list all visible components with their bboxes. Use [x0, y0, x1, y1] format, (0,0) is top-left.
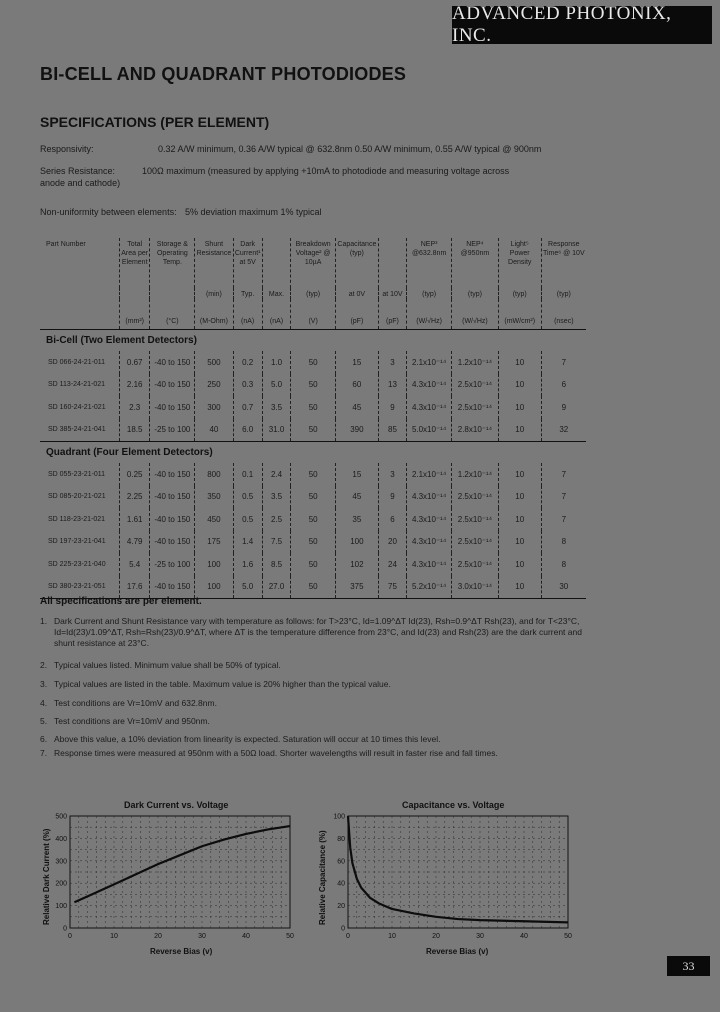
table-cell: 9 — [541, 396, 586, 419]
table-subheader-cell-12: (typ) — [541, 288, 586, 299]
x-tick-label: 20 — [432, 933, 440, 940]
table-cell: 50 — [291, 553, 336, 576]
table-header-cell-0: Part Number — [46, 241, 86, 248]
table-cell: 4.3x10⁻¹⁴ — [407, 531, 452, 554]
table-cell: 0.3 — [233, 374, 262, 397]
page-title: BI-CELL AND QUADRANT PHOTODIODES — [40, 64, 407, 84]
table-unit-cell-8: (pF) — [378, 299, 407, 329]
table-cell: 32 — [541, 419, 586, 442]
table-cell: 1.6 — [233, 553, 262, 576]
table-subheader-cell-5: Max. — [262, 288, 291, 299]
table-cell: 8.5 — [262, 553, 291, 576]
table-header-cell-11: Light⁵ Power Density — [498, 238, 541, 288]
table-cell: 2.1x10⁻¹⁴ — [407, 351, 452, 374]
spec-label: Responsivity: — [40, 144, 94, 154]
table-row — [40, 531, 586, 554]
table-cell: -25 to 100 — [150, 419, 195, 442]
x-tick-label: 50 — [286, 933, 294, 940]
table-section-header — [40, 329, 586, 351]
table-cell: 2.3 — [119, 396, 150, 419]
table-header-row — [40, 238, 586, 288]
table-header-cell-7: Capacitance (typ) — [336, 238, 379, 288]
y-tick-label: 300 — [55, 858, 67, 866]
x-tick-label: 0 — [346, 933, 350, 940]
table-cell: 2.5x10⁻¹⁴ — [452, 531, 499, 554]
table-cell: 5.0 — [262, 374, 291, 397]
table-cell: 2.25 — [119, 486, 150, 509]
table-cell: 50 — [291, 351, 336, 374]
table-subheader-cell-3: (min) — [195, 288, 233, 299]
spec-responsivity — [40, 144, 600, 156]
table-cell: 20 — [378, 531, 407, 554]
footnote-number: 3. — [40, 679, 48, 689]
table-cell: 50 — [291, 396, 336, 419]
table-cell: -40 to 150 — [150, 531, 195, 554]
table-cell: 800 — [195, 463, 233, 486]
table-cell: 250 — [195, 374, 233, 397]
footnote-number: 6. — [40, 734, 48, 744]
table-cell: 0.5 — [233, 486, 262, 509]
table-cell: 0.7 — [233, 396, 262, 419]
table-header-cell-6: Breakdown Voltage² @ 10µA — [291, 238, 336, 288]
table-cell: 5.2x10⁻¹⁴ — [407, 576, 452, 599]
table-row — [40, 374, 586, 397]
y-tick-label: 400 — [55, 835, 67, 843]
table-cell: 4.3x10⁻¹⁴ — [407, 396, 452, 419]
part-number-cell: SD 380-23-21-051 — [40, 576, 119, 599]
table-unit-cell-4: (nA) — [233, 299, 262, 329]
table-cell: 2.8x10⁻¹⁴ — [452, 419, 499, 442]
table-unit-cell-0 — [40, 299, 119, 329]
table-unit-cell-10: (W/√Hz) — [452, 299, 499, 329]
spec-label: Series Resistance: — [40, 166, 116, 176]
table-subheader-cell-4: Typ. — [233, 288, 262, 299]
table-cell: 7 — [541, 508, 586, 531]
table-cell: 175 — [195, 531, 233, 554]
table-unit-cell-7: (pF) — [336, 299, 379, 329]
table-cell: -40 to 150 — [150, 374, 195, 397]
table-cell: 50 — [291, 508, 336, 531]
part-number-cell: SD 160-24-21-021 — [48, 403, 106, 411]
table-cell: 2.5x10⁻¹⁴ — [452, 374, 499, 397]
table-cell: 100 — [336, 531, 379, 554]
table-cell: 3.0x10⁻¹⁴ — [452, 576, 499, 599]
table-subheader-cell-2 — [150, 288, 195, 299]
table-cell: 2.5x10⁻¹⁴ — [452, 486, 499, 509]
specifications-table — [40, 238, 586, 599]
table-unit-cell-3: (M-Ohm) — [195, 299, 233, 329]
table-cell: 2.16 — [119, 374, 150, 397]
table-cell: 2.1x10⁻¹⁴ — [407, 463, 452, 486]
table-cell: 1.4 — [233, 531, 262, 554]
table-cell: 8 — [541, 531, 586, 554]
table-cell: 50 — [291, 419, 336, 442]
table-cell: 45 — [336, 396, 379, 419]
table-header-cell-9: NEP³ @632.8nm — [407, 238, 452, 288]
table-row — [40, 508, 586, 531]
table-unit-cell-1: (mm²) — [119, 299, 150, 329]
table-cell: 2.5x10⁻¹⁴ — [452, 396, 499, 419]
footnote-text: Test conditions are Vr=10mV and 950nm. — [54, 716, 210, 726]
table-subheader-row — [40, 288, 586, 299]
table-cell: 3 — [378, 463, 407, 486]
table-cell: 9 — [378, 396, 407, 419]
part-number-cell: SD 066-24-21-011 — [48, 358, 106, 366]
table-cell: -40 to 150 — [150, 486, 195, 509]
table-header-cell-12: Response Time⁶ @ 10V — [541, 238, 586, 288]
table-cell: 15 — [336, 463, 379, 486]
section-title: Bi-Cell (Two Element Detectors) — [40, 329, 586, 351]
y-tick-label: 100 — [333, 813, 345, 821]
table-cell: 2.4 — [262, 463, 291, 486]
spec-series-resistance — [40, 166, 600, 190]
chart-title-dark-current: Dark Current vs. Voltage — [124, 800, 229, 810]
chart-capacitance-vs-voltage — [328, 810, 598, 945]
table-cell: 18.5 — [119, 419, 150, 442]
table-header-cell-4: Dark Current¹ at 5V — [233, 238, 262, 288]
table-cell: 300 — [195, 396, 233, 419]
table-cell: 50 — [291, 531, 336, 554]
table-cell: 10 — [498, 374, 541, 397]
table-cell: 375 — [336, 576, 379, 599]
table-header-cell-10: NEP⁴ @950nm — [452, 238, 499, 288]
table-cell: 4.3x10⁻¹⁴ — [407, 508, 452, 531]
table-row — [40, 351, 586, 374]
table-cell: 31.0 — [262, 419, 291, 442]
x-tick-label: 40 — [242, 933, 250, 940]
footnote-text: Above this value, a 10% deviation from linearity is expected. Saturation will occur at 10 times this level. — [54, 734, 441, 744]
table-cell: 85 — [378, 419, 407, 442]
x-tick-label: 20 — [154, 933, 162, 940]
table-cell: 4.79 — [119, 531, 150, 554]
table-cell: 2.5x10⁻¹⁴ — [452, 508, 499, 531]
table-row — [40, 419, 586, 442]
table-cell: 102 — [336, 553, 379, 576]
table-cell: 450 — [195, 508, 233, 531]
footnote-text: Test conditions are Vr=10mV and 632.8nm. — [54, 698, 217, 708]
table-cell: 6 — [378, 508, 407, 531]
table-cell: 7 — [541, 351, 586, 374]
chart-dark-current-vs-voltage — [50, 810, 320, 945]
company-logo: ADVANCED PHOTONIX, INC. — [452, 6, 712, 44]
spec-label-cont: anode and cathode) — [40, 178, 121, 188]
table-unit-cell-6: (V) — [291, 299, 336, 329]
table-cell: 1.0 — [262, 351, 291, 374]
footnote-text: Response times were measured at 950nm with a 50Ω load. Shorter wavelengths will result in faster rise and fall times. — [54, 748, 498, 758]
table-cell: 350 — [195, 486, 233, 509]
table-row — [40, 463, 586, 486]
table-cell: 40 — [195, 419, 233, 442]
table-unit-cell-11: (mW/cm²) — [498, 299, 541, 329]
footnote-text: Dark Current and Shunt Resistance vary with temperature as follows: for T>23°C, Id=1.09^ΔT Id(23), Rsh=0.9^ΔT Rsh(23), and for T<23°C, Id=Id(23)/1.09^ΔT, Rsh=Rsh(23)/0.9^ΔT, where ΔT is the temperature difference from 23°C, and Id(23) and Rsh(23) are the dark current and shunt resistance at 23°C. — [54, 616, 582, 648]
table-row — [40, 576, 586, 599]
table-unit-cell-2: (°C) — [150, 299, 195, 329]
table-cell: 10 — [498, 576, 541, 599]
table-cell: 3.5 — [262, 486, 291, 509]
table-cell: 50 — [291, 374, 336, 397]
part-number-cell: SD 197-23-21-041 — [48, 538, 106, 546]
table-header-cell-5 — [262, 238, 291, 288]
table-cell: 0.25 — [119, 463, 150, 486]
table-cell: 10 — [498, 531, 541, 554]
page-number: 33 — [667, 956, 710, 976]
x-tick-label: 30 — [198, 933, 206, 940]
spec-value: 0.32 A/W minimum, 0.36 A/W typical @ 632.8nm 0.50 A/W minimum, 0.55 A/W typical @ 900nm — [158, 144, 542, 154]
y-tick-label: 0 — [341, 925, 345, 933]
table-cell: 100 — [195, 576, 233, 599]
chart-xlabel-capacitance: Reverse Bias (v) — [426, 947, 489, 956]
table-cell: 0.67 — [119, 351, 150, 374]
y-tick-label: 80 — [337, 835, 345, 843]
part-number-cell: SD 225-23-21-040 — [48, 560, 106, 568]
table-unit-cell-9: (W/√Hz) — [407, 299, 452, 329]
table-cell: 50 — [291, 486, 336, 509]
table-subheader-cell-0 — [40, 288, 119, 299]
table-cell: 5.4 — [119, 553, 150, 576]
table-header-cell-1: Total Area per Element — [119, 238, 150, 288]
table-cell: 10 — [498, 486, 541, 509]
table-cell: -40 to 150 — [150, 508, 195, 531]
table-cell: 10 — [498, 396, 541, 419]
table-cell: 0.5 — [233, 508, 262, 531]
all-specs-note: All specifications are per element. — [40, 596, 202, 607]
spec-value: 100Ω maximum (measured by applying +10mA to photodiode and measuring voltage across — [142, 166, 510, 176]
table-cell: 10 — [498, 419, 541, 442]
table-cell: 4.3x10⁻¹⁴ — [407, 553, 452, 576]
footnote-number: 4. — [40, 698, 48, 708]
table-header-cell-2: Storage & Operating Temp. — [150, 238, 195, 288]
y-tick-label: 500 — [55, 813, 67, 821]
table-cell: 0.1 — [233, 463, 262, 486]
table-cell: 50 — [291, 463, 336, 486]
table-cell: 500 — [195, 351, 233, 374]
chart-ylabel-capacitance: Relative Capacitance (%) — [318, 830, 327, 925]
table-cell: 9 — [378, 486, 407, 509]
table-cell: -40 to 150 — [150, 396, 195, 419]
table-subheader-cell-10: (typ) — [452, 288, 499, 299]
section-subtitle: SPECIFICATIONS (PER ELEMENT) — [40, 114, 270, 130]
table-cell: 30 — [541, 576, 586, 599]
table-cell: 24 — [378, 553, 407, 576]
table-cell: 50 — [291, 576, 336, 599]
table-cell: 3.5 — [262, 396, 291, 419]
table-cell: 4.3x10⁻¹⁴ — [407, 374, 452, 397]
x-tick-label: 10 — [110, 933, 118, 940]
chart-title-capacitance: Capacitance vs. Voltage — [402, 800, 505, 810]
table-row — [40, 396, 586, 419]
table-cell: 75 — [378, 576, 407, 599]
table-cell: 3 — [378, 351, 407, 374]
table-cell: 10 — [498, 463, 541, 486]
y-tick-label: 40 — [337, 880, 345, 888]
chart-xlabel-dark-current: Reverse Bias (v) — [150, 947, 213, 956]
table-cell: 60 — [336, 374, 379, 397]
table-cell: 5.0x10⁻¹⁴ — [407, 419, 452, 442]
part-number-cell: SD 055-23-21-011 — [48, 470, 106, 478]
part-number-cell: SD 085-20-21-021 — [48, 493, 106, 501]
footnote-number: 2. — [40, 660, 48, 670]
table-cell: 15 — [336, 351, 379, 374]
table-subheader-cell-7: at 0V — [336, 288, 379, 299]
table-cell: -40 to 150 — [150, 463, 195, 486]
table-unit-cell-5: (nA) — [262, 299, 291, 329]
table-cell: 0.2 — [233, 351, 262, 374]
part-number-cell: SD 118-23-21-021 — [48, 515, 106, 523]
table-cell: 8 — [541, 553, 586, 576]
y-tick-label: 0 — [63, 925, 67, 933]
table-subheader-cell-11: (typ) — [498, 288, 541, 299]
table-unit-cell-12: (nsec) — [541, 299, 586, 329]
x-tick-label: 40 — [520, 933, 528, 940]
table-cell: 27.0 — [262, 576, 291, 599]
table-cell: 45 — [336, 486, 379, 509]
table-header-cell-8 — [378, 238, 407, 288]
part-number-cell: SD 385-24-21-041 — [40, 419, 119, 442]
table-cell: 4.3x10⁻¹⁴ — [407, 486, 452, 509]
table-cell: 5.0 — [233, 576, 262, 599]
table-cell: 17.6 — [119, 576, 150, 599]
table-cell: 1.2x10⁻¹⁴ — [452, 351, 499, 374]
table-cell: 1.2x10⁻¹⁴ — [452, 463, 499, 486]
table-cell: 6 — [541, 374, 586, 397]
table-cell: 390 — [336, 419, 379, 442]
x-tick-label: 30 — [476, 933, 484, 940]
table-subheader-cell-6: (typ) — [291, 288, 336, 299]
table-cell: 7.5 — [262, 531, 291, 554]
y-tick-label: 60 — [337, 858, 345, 866]
table-cell: 6.0 — [233, 419, 262, 442]
table-cell: 2.5x10⁻¹⁴ — [452, 553, 499, 576]
table-cell: 100 — [195, 553, 233, 576]
table-cell: -40 to 150 — [150, 576, 195, 599]
footnote-text: Typical values listed. Minimum value shall be 50% of typical. — [54, 660, 281, 670]
footnote-number: 7. — [40, 748, 48, 758]
spec-value: 5% deviation maximum 1% typical — [185, 207, 322, 217]
table-subheader-cell-9: (typ) — [407, 288, 452, 299]
chart-ylabel-dark-current: Relative Dark Current (%) — [42, 828, 51, 925]
table-subheader-cell-8: at 10V — [378, 288, 407, 299]
x-tick-label: 50 — [564, 933, 572, 940]
part-number-cell: SD 113-24-21-021 — [48, 381, 106, 389]
table-header-cell-3: Shunt Resistance — [195, 238, 233, 288]
table-cell: 1.61 — [119, 508, 150, 531]
table-section-header — [40, 441, 586, 463]
table-row — [40, 486, 586, 509]
table-cell: -25 to 100 — [150, 553, 195, 576]
table-row — [40, 553, 586, 576]
table-cell: 10 — [498, 351, 541, 374]
table-cell: -40 to 150 — [150, 351, 195, 374]
footnote-text: Typical values are listed in the table. Maximum value is 20% higher than the typical value. — [54, 679, 391, 689]
x-tick-label: 10 — [388, 933, 396, 940]
y-tick-label: 20 — [337, 903, 345, 911]
table-subheader-cell-1 — [119, 288, 150, 299]
table-units-row — [40, 299, 586, 329]
section-title: Quadrant (Four Element Detectors) — [40, 441, 586, 463]
table-cell: 2.5 — [262, 508, 291, 531]
spec-label: Non-uniformity between elements: — [40, 207, 177, 217]
spec-nonuniformity — [40, 207, 600, 219]
table-cell: 7 — [541, 463, 586, 486]
x-tick-label: 0 — [68, 933, 72, 940]
table-cell: 35 — [336, 508, 379, 531]
table-cell: 13 — [378, 374, 407, 397]
y-tick-label: 200 — [55, 880, 67, 888]
footnote-number: 1. — [40, 616, 48, 626]
table-cell: 10 — [498, 553, 541, 576]
footnote-number: 5. — [40, 716, 48, 726]
y-tick-label: 100 — [55, 903, 67, 911]
table-cell: 7 — [541, 486, 586, 509]
table-cell: 10 — [498, 508, 541, 531]
